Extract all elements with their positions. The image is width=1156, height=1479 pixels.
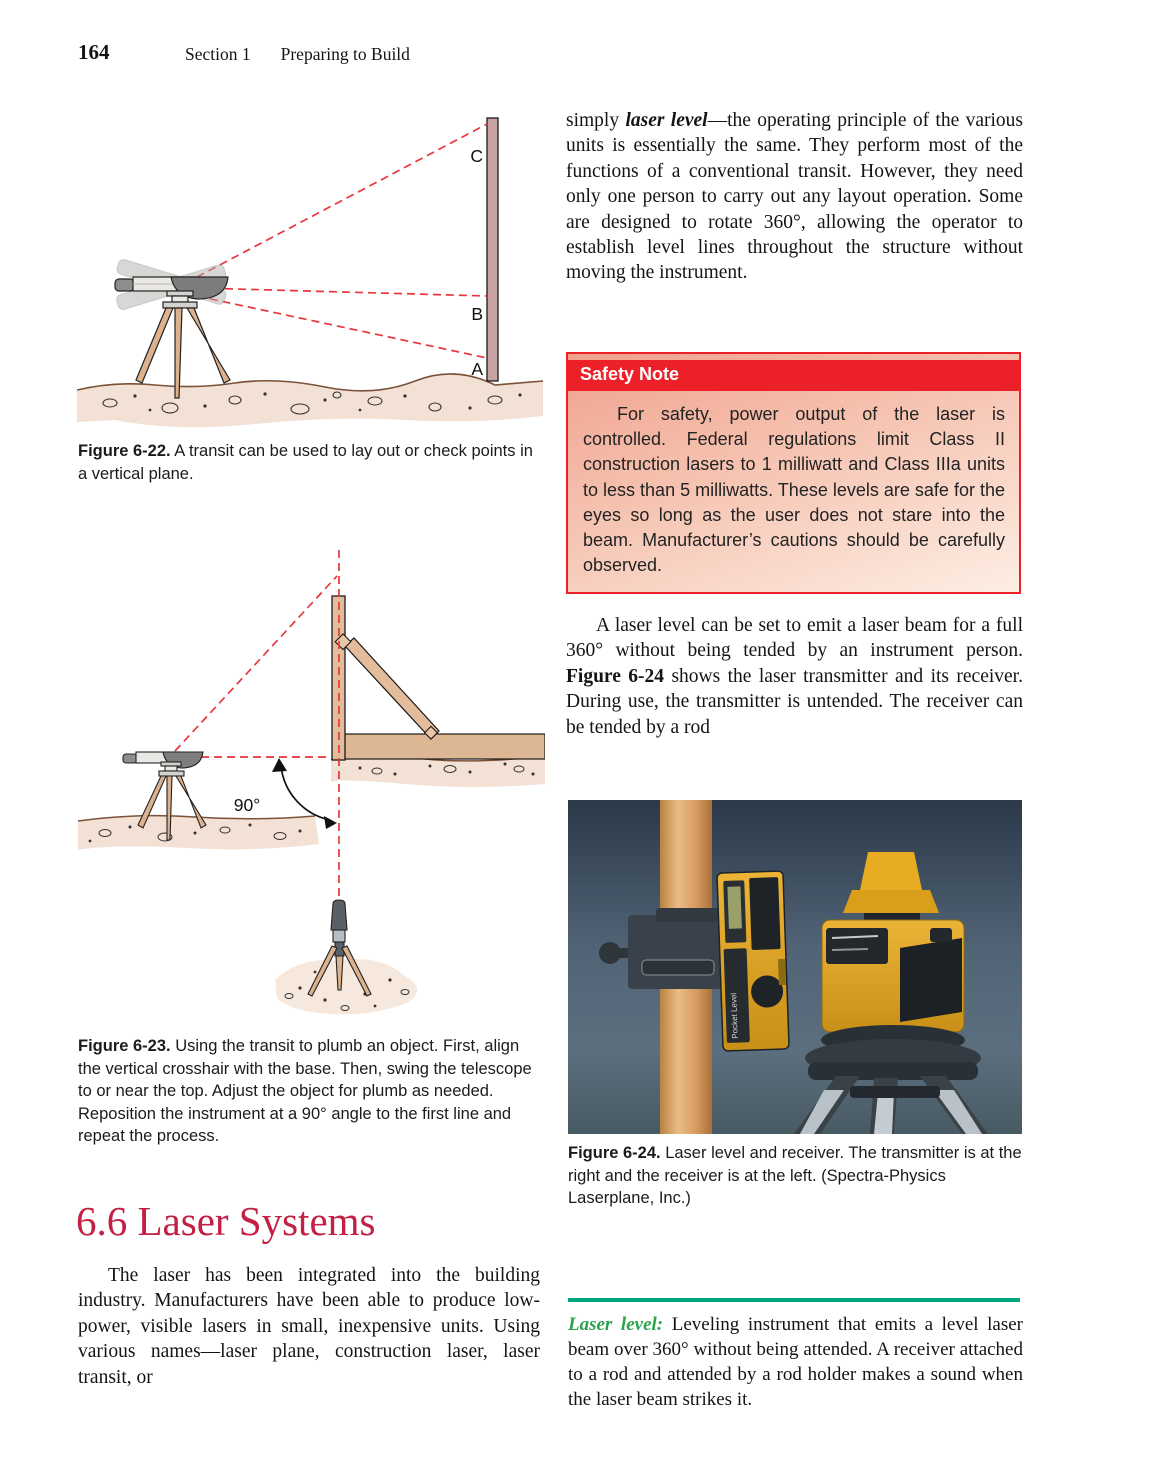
para2-figure-ref: Figure 6-24 <box>566 665 665 687</box>
definition-text: Leveling instrument that emits a level laser beam over 360° without being attended. A receiver attached to a rod and attended by a rod holder makes a sound when the laser beam strikes it. <box>568 1314 1023 1410</box>
tripod <box>794 1025 988 1134</box>
right-paragraph-1 <box>566 108 1023 286</box>
ground <box>77 374 543 427</box>
point-label-b: B <box>471 304 483 324</box>
sight-line-a <box>197 296 487 358</box>
para2-post: shows the laser transmitter and its receiver. During use, the transmitter is untended. The receiver can be tended by a rod <box>566 665 1023 738</box>
vertical-pole <box>487 118 498 381</box>
angle-label: 90° <box>233 795 261 815</box>
point-label-a: A <box>471 359 483 379</box>
definition-term: Laser level: <box>568 1314 664 1335</box>
sight-line-c <box>197 124 487 277</box>
figure-6-23-caption-text: Using the transit to plumb an object. First, align the vertical crosshair with the base. Then, swing the telescope to or near the top. Adjust the object for plumb as needed. Reposition the instrument at a 90° angle to the first line and repeat the process. <box>78 1037 532 1146</box>
figure-6-24-caption-number: Figure 6-24. <box>568 1144 661 1162</box>
arc-arrowhead-bottom <box>324 816 337 829</box>
safety-note-title: Safety Note <box>568 360 1019 391</box>
arc-arrowhead-top <box>272 758 287 772</box>
figure-6-23-diagram <box>75 528 545 1028</box>
brace-board <box>345 638 439 739</box>
receiver-label: Pocket Level <box>729 992 740 1039</box>
running-header-title: Preparing to Build <box>280 44 410 64</box>
figure-6-22-diagram <box>75 100 545 432</box>
definition-block <box>568 1312 1023 1412</box>
figure-6-23-caption <box>78 1035 546 1148</box>
figure-6-22-caption-number: Figure 6-22. <box>78 442 171 460</box>
figure-6-22-caption-text: A transit can be used to lay out or check points in a vertical plane. <box>78 442 533 483</box>
para1-post: —the operating principle of the various units is essentially the same. They perform most of the functions of a conventional transit. However, they need only one person to carry out any layout operation. Some are designed to rotate 360°, allowing the operator to establish level lines throughout the structure without moving the instrument. <box>566 110 1023 284</box>
section-heading: 6.6 Laser Systems <box>76 1198 376 1244</box>
figure-6-22-caption <box>78 440 540 485</box>
figure-6-24-photo <box>568 800 1022 1134</box>
page-number: 164 <box>78 40 110 64</box>
running-header <box>185 44 410 65</box>
left-paragraph: The laser has been integrated into the building industry. Manufacturers have been able to produce low-power, visible lasers in small, inexpensive units. Using various names—laser plane, construction laser, laser transit, or <box>78 1265 540 1388</box>
upward-sight-line <box>175 576 337 751</box>
definition-rule <box>568 1298 1020 1302</box>
laser-receiver <box>717 871 789 1051</box>
angle-arc <box>281 766 330 820</box>
sight-line-b <box>199 288 487 296</box>
point-label-c: C <box>470 146 483 166</box>
para1-emphasis: laser level <box>625 110 708 131</box>
figure-6-23-caption-number: Figure 6-23. <box>78 1037 171 1055</box>
para2-pre: A laser level can be set to emit a laser beam for a full 360° without being tended by an instrument person. <box>566 615 1023 662</box>
figure-6-24-caption <box>568 1142 1022 1210</box>
floor-band <box>344 734 545 759</box>
transit-plumb-view <box>308 900 371 996</box>
para1-pre: simply <box>566 110 626 131</box>
figure-6-24-caption-text: Laser level and receiver. The transmitter is at the right and the receiver is at the left. (Spectra-Physics Laserplane, Inc.) <box>568 1144 1022 1208</box>
safety-note-box <box>566 352 1021 594</box>
right-paragraph-2 <box>566 613 1023 740</box>
running-header-section: Section 1 <box>185 44 251 64</box>
safety-note-body: For safety, power output of the laser is controlled. Federal regulations limit Class II construction lasers to 1 milliwatt and Class IIIa units to less than 5 milliwatts. These levels are safe for the eyes so long as the user does not stare into the beam. Manufacturer’s cautions should be carefully observed. <box>583 404 1005 576</box>
